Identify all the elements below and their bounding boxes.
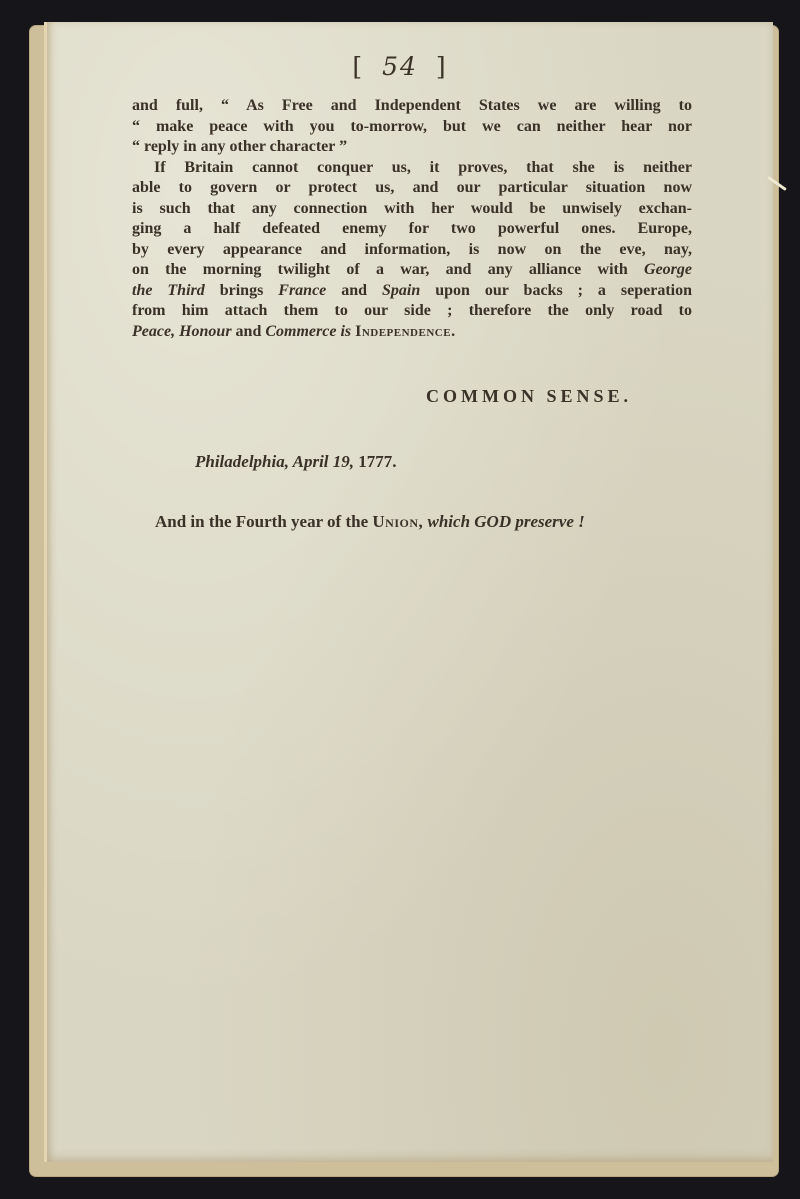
closing-start: And in the Fourth year of the — [155, 512, 373, 531]
name-spain: Spain — [382, 281, 421, 299]
text-line: from him attach them to our side ; therefore the only road to — [132, 302, 692, 319]
text-line: “ make peace with you to-morrow, but we can neither hear nor — [132, 117, 692, 135]
name-george: George — [644, 261, 692, 278]
word-independence: Independence. — [355, 322, 456, 340]
page-number — [0, 52, 800, 81]
text-line: ging a half defeated enemy for two powerful ones. Europe, — [132, 220, 692, 237]
text-line — [132, 281, 692, 302]
text-line: and full, “ As Free and Independent States we are willing to — [132, 97, 692, 114]
closing-end: which GOD preserve ! — [423, 512, 585, 531]
phrase-commerce: Commerce is — [265, 322, 352, 340]
body-text — [132, 96, 692, 342]
dateline-date: April 19, — [292, 452, 355, 471]
dateline-year: 1777. — [358, 452, 397, 471]
name-france: France — [278, 281, 327, 299]
signature: COMMON SENSE. — [426, 386, 633, 406]
dateline — [195, 452, 397, 472]
closing-line — [155, 512, 690, 532]
page-number-value: 54 — [382, 52, 418, 81]
text-line: “ reply in any other character ” — [132, 138, 348, 155]
text-run: brings — [204, 281, 279, 299]
text-line — [132, 260, 692, 281]
phrase-peace-honor: Peace, Honour — [132, 322, 232, 340]
text-run: and — [231, 322, 266, 340]
text-line: by every appearance and information, is now on the eve, nay, — [132, 240, 692, 258]
bracket-left: [ — [352, 52, 365, 81]
text-run: on the morning twilight of a war, and any alliance with — [132, 261, 645, 278]
text-run: upon our backs ; a seperation — [420, 281, 692, 299]
closing-union: Union, — [372, 512, 424, 531]
text-line: is such that any connection with her would be unwisely exchan- — [132, 199, 692, 217]
text-line — [132, 322, 692, 343]
text-run: and — [326, 281, 382, 299]
name-third: the Third — [132, 281, 205, 299]
text-line: If Britain cannot conquer us, it proves, that she is neither — [154, 158, 692, 176]
text-line: able to govern or protect us, and our particular situation now — [132, 179, 692, 196]
bracket-right: ] — [435, 52, 448, 81]
dateline-place: Philadelphia, — [195, 452, 289, 471]
